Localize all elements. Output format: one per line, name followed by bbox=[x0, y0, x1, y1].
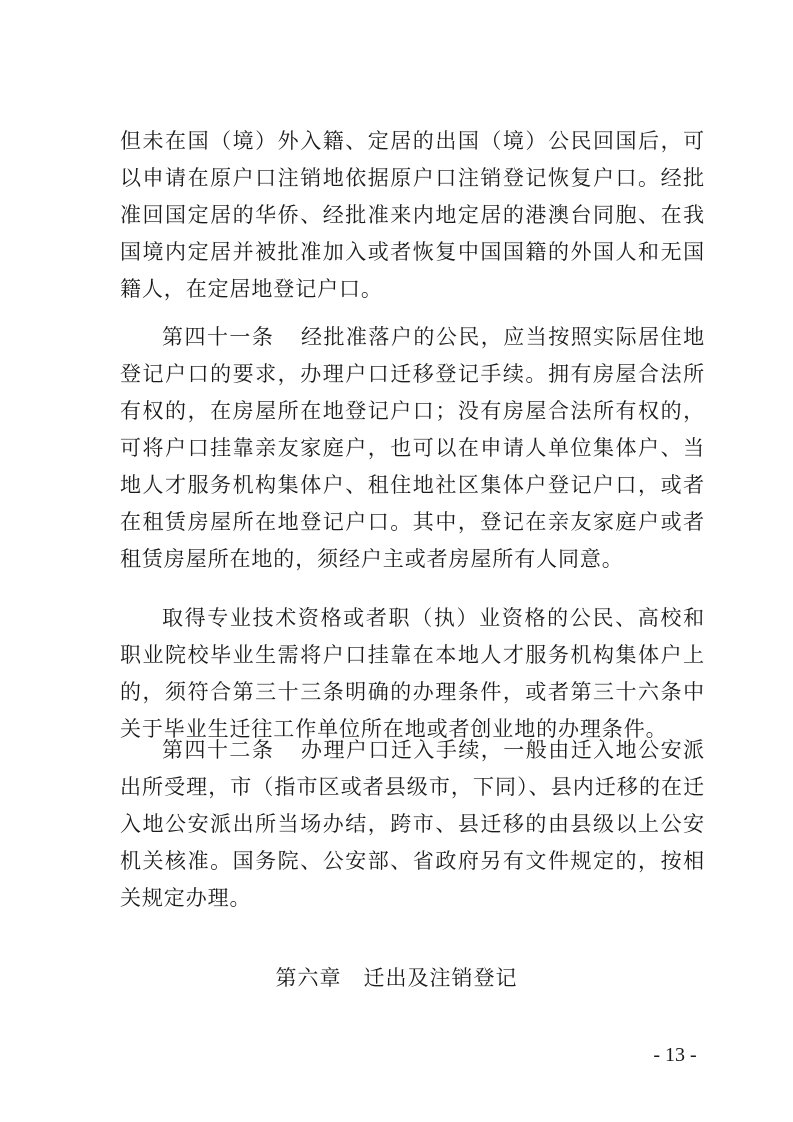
chapter-number: 第六章 bbox=[275, 966, 342, 990]
paragraph-text: 但未在国（境）外入籍、定居的出国（境）公民回国后，可以申请在原户口注销地依据原户口注销登记恢复户口。经批准回国定居的华侨、经批准来内地定居的港澳台同胞、在我国境内定居并被批准加入或者恢复中国国籍的外国人和无国籍人，在定居地登记户口。 bbox=[120, 129, 705, 301]
chapter-title: 迁出及注销登记 bbox=[363, 966, 518, 990]
paragraph-qualification bbox=[120, 600, 705, 748]
paragraph-text: 取得专业技术资格或者职（执）业资格的公民、高校和职业院校毕业生需将户口挂靠在本地人才服务机构集体户上的，须符合第三十三条明确的办理条件，或者第三十六条中关于毕业生迁往工作单位所在地或者创业地的办理条件。 bbox=[120, 606, 705, 741]
article-text: 办理户口迁入手续，一般由迁入地公安派出所受理，市（指市区或者县级市，下同）、县内迁移的在迁入地公安派出所当场办结，跨市、县迁移的由县级以上公安机关核准。国务院、公安部、省政府另有文件规定的，按相关规定办理。 bbox=[120, 738, 705, 910]
article-42 bbox=[120, 732, 705, 917]
article-number: 第四十一条 bbox=[162, 325, 275, 349]
article-41 bbox=[120, 319, 705, 578]
article-text: 经批准落户的公民，应当按照实际居住地登记户口的要求，办理户口迁移登记手续。拥有房屋合法所有权的，在房屋所在地登记户口；没有房屋合法所有权的，可将户口挂靠亲友家庭户，也可以在申请人单位集体户、当地人才服务机构集体户、租住地社区集体户登记户口，或者在租赁房屋所在地登记户口。其中，登记在亲友家庭户或者租赁房屋所在地的，须经户主或者房屋所有人同意。 bbox=[120, 325, 705, 571]
chapter-heading bbox=[0, 960, 793, 997]
page-number: - 13 - bbox=[653, 1044, 697, 1066]
article-number: 第四十二条 bbox=[162, 738, 275, 762]
paragraph-continuation bbox=[120, 123, 705, 308]
